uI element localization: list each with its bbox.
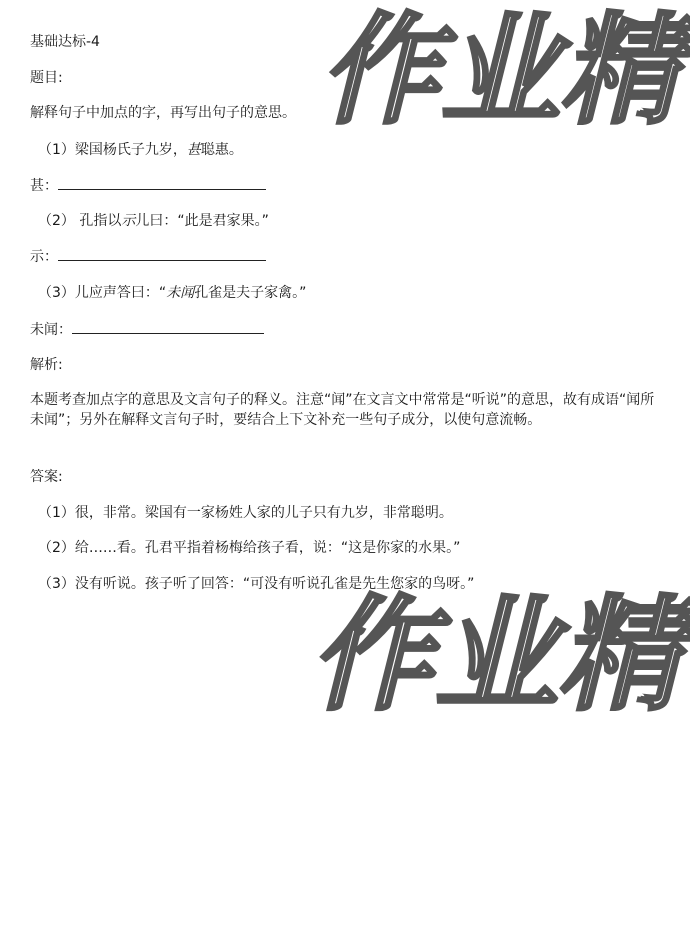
answer-item-1: （1）很，非常。梁国有一家杨姓人家的儿子只有九岁，非常聪明。 xyxy=(38,505,453,521)
item-number: （1） xyxy=(38,142,75,158)
question-label: 题目: xyxy=(30,70,63,86)
question-item-2 xyxy=(38,211,269,231)
answer-blank-row-1 xyxy=(30,175,266,196)
marked-word: 示 xyxy=(121,213,136,229)
analysis-text: 本题考查加点字的意思及文言句子的释义。注意“闻”在文言文中常常是“听说”的意思，故有成语“闻所未闻”；另外在解释文言句子时，要结合上下文补充一些句子成分，以使句意流畅。 xyxy=(30,392,655,428)
item-number: （3） xyxy=(38,285,75,301)
blank-label: 未闻： xyxy=(30,322,72,338)
analysis-label: 解析: xyxy=(30,357,63,373)
question-item-1 xyxy=(38,140,243,160)
item-text-after: 儿曰：“此是君家果。” xyxy=(135,213,269,229)
answer-blank[interactable] xyxy=(72,319,264,334)
answer-blank-row-3 xyxy=(30,319,264,340)
question-item-3 xyxy=(38,283,306,303)
watermark-top xyxy=(320,0,690,130)
watermark-bottom xyxy=(310,580,690,715)
answer-blank-row-2 xyxy=(30,246,266,267)
item-text-before: 孔指以 xyxy=(74,213,122,229)
item-text-before: 梁国杨氏子九岁， xyxy=(74,142,187,158)
svg-text:作业精: 作业精 xyxy=(320,2,680,130)
item-text-after: 孔雀是夫子家禽。” xyxy=(194,285,307,301)
item-number: （2） xyxy=(38,213,75,229)
answer-item-2: （2）给……看。孔君平指着杨梅给孩子看，说：“这是你家的水果。” xyxy=(38,540,461,556)
marked-word: 甚 xyxy=(186,142,201,158)
answer-item-3: （3）没有听说。孩子听了回答：“可没有听说孔雀是先生您家的鸟呀。” xyxy=(38,576,475,592)
item-text-before: 儿应声答曰：“ xyxy=(74,285,167,301)
blank-label: 示： xyxy=(30,249,58,265)
answer-blank[interactable] xyxy=(58,246,266,261)
blank-label: 甚： xyxy=(30,178,58,194)
svg-text:作业精: 作业精 xyxy=(310,584,683,715)
marked-word: 未闻 xyxy=(166,285,195,301)
section-header: 基础达标-4 xyxy=(30,34,100,50)
instruction-text: 解释句子中加点的字，再写出句子的意思。 xyxy=(30,105,296,121)
answer-label: 答案: xyxy=(30,469,63,485)
answer-blank[interactable] xyxy=(58,175,266,190)
item-text-after: 聪惠。 xyxy=(200,142,243,158)
